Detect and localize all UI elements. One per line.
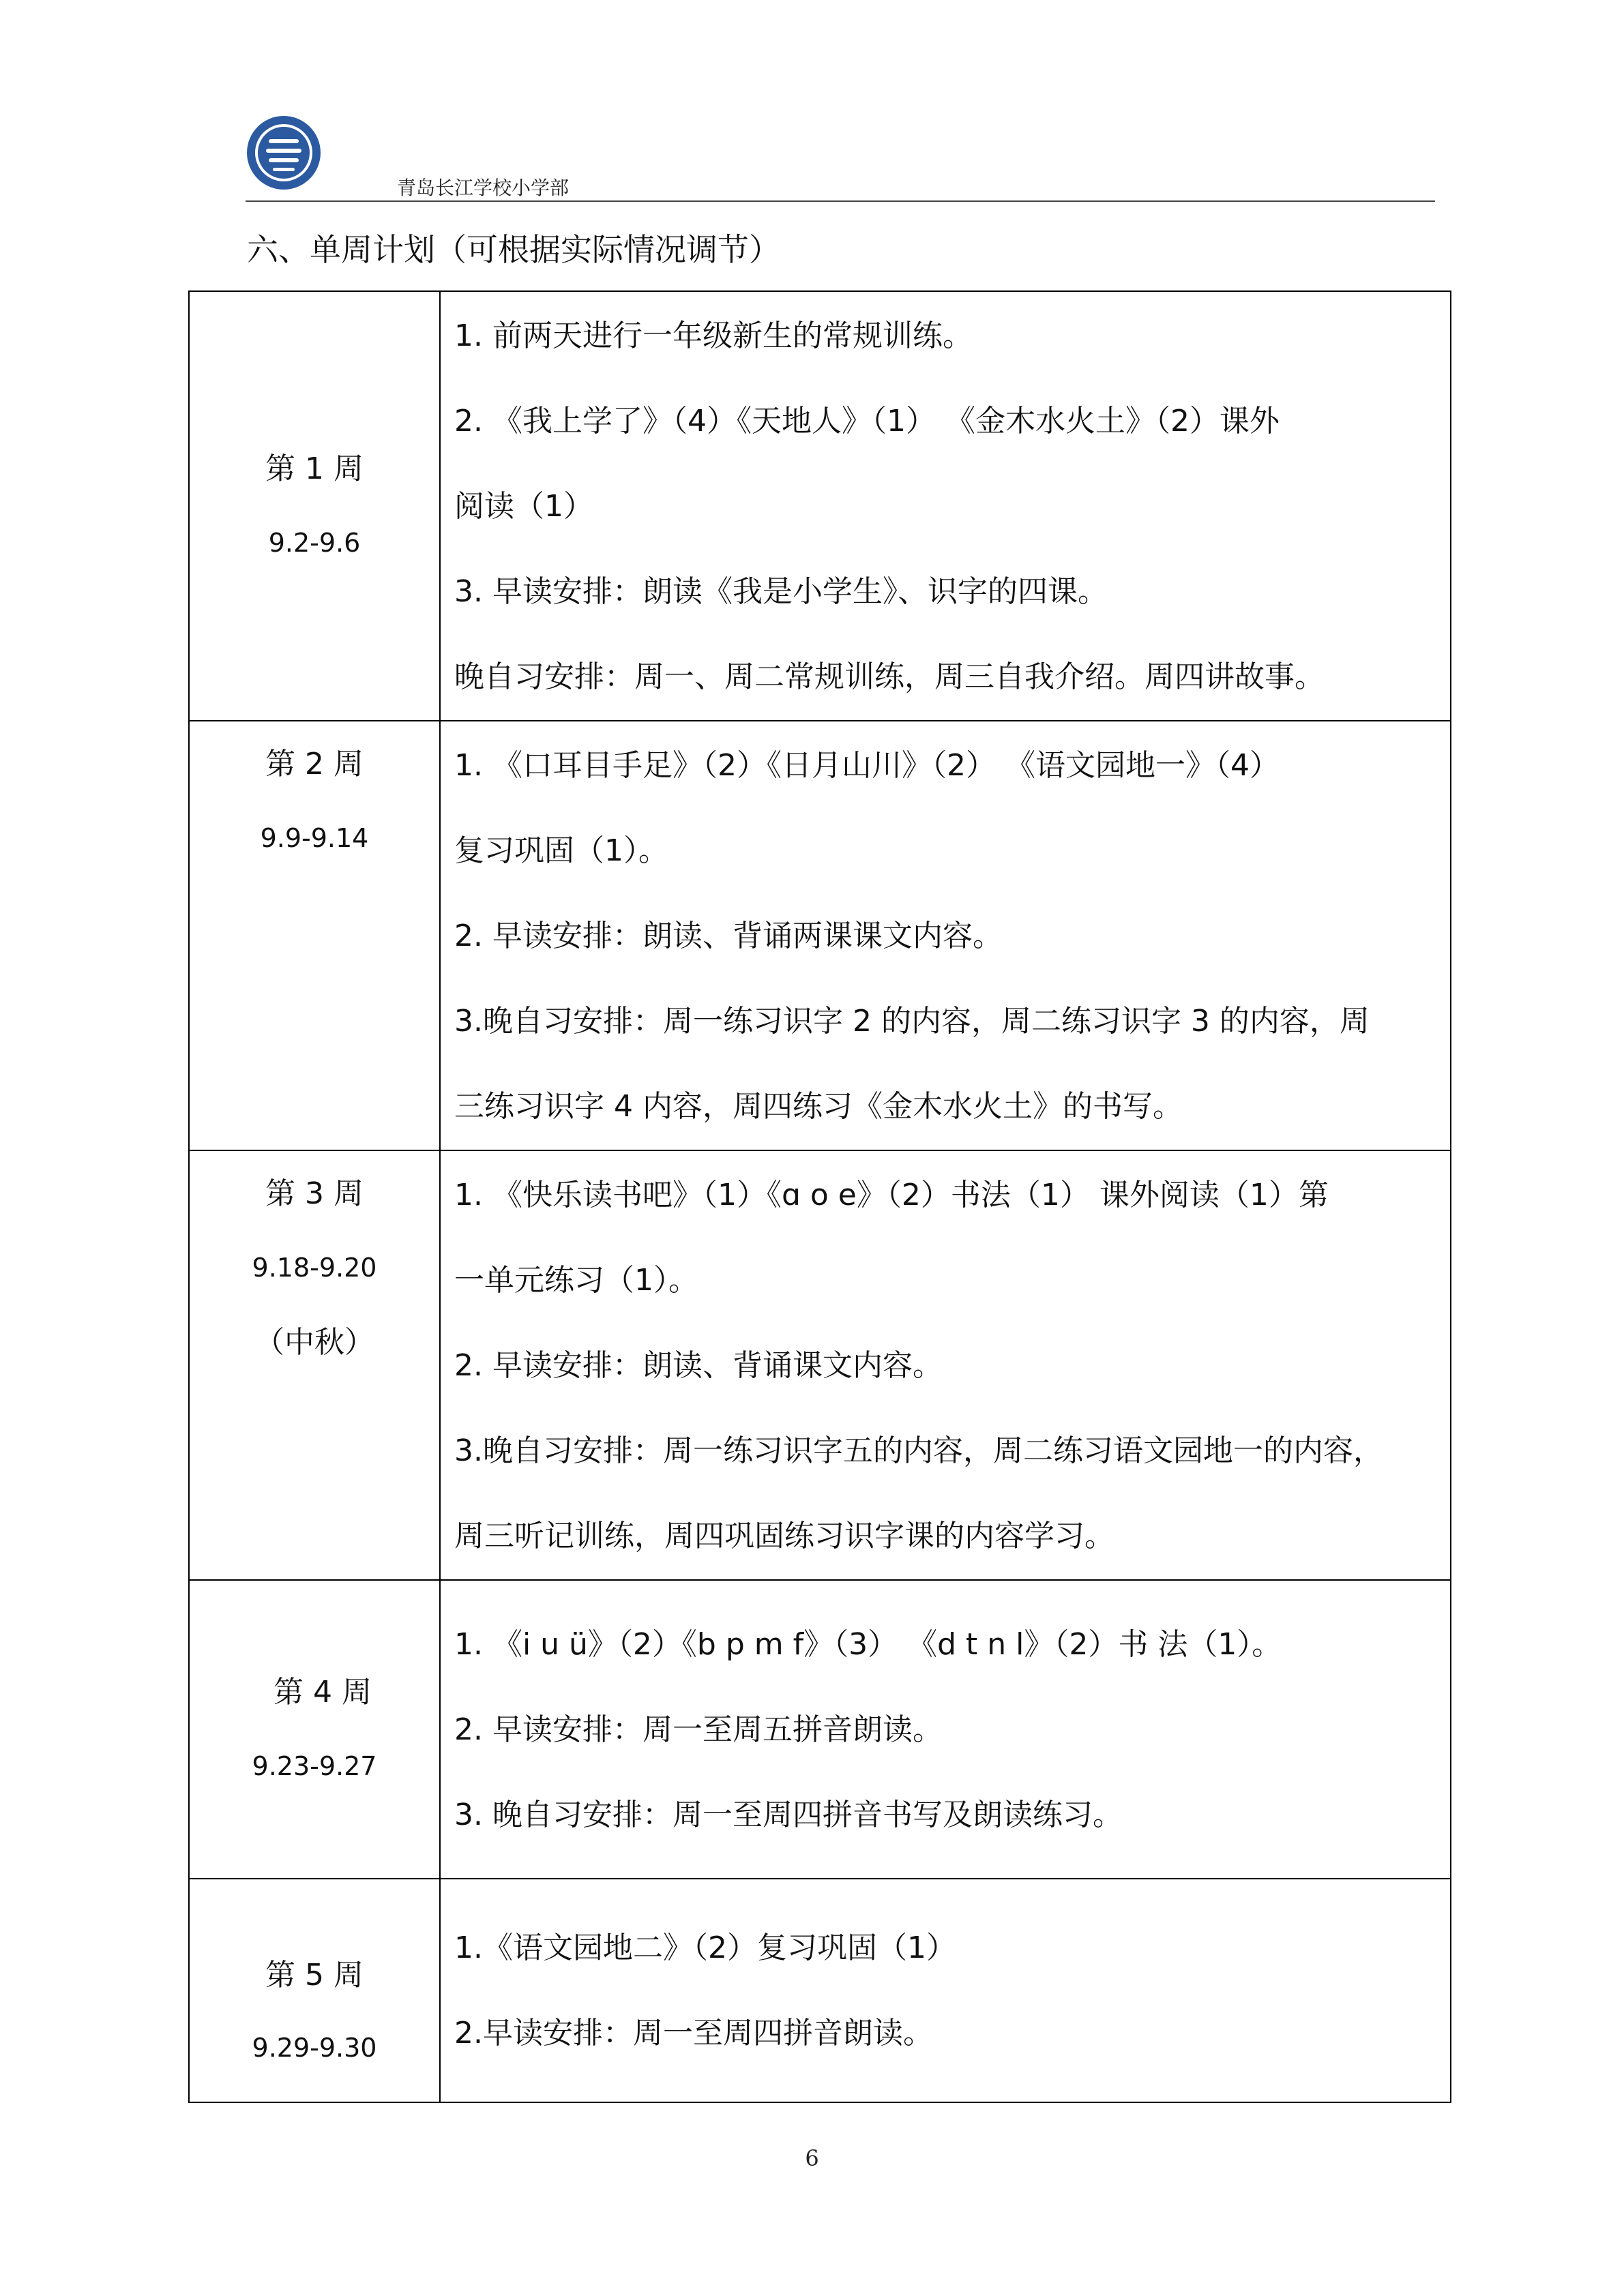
plan-line: 3.晚自习安排：周一练习识字五的内容，周二练习语文园地一的内容， xyxy=(454,1433,1383,1468)
week-label: 第 5 周 xyxy=(265,1958,364,1993)
week-dates: 9.29-9.30 xyxy=(252,2033,377,2063)
page-number: 6 xyxy=(805,2145,819,2171)
section-title: 六、单周计划（可根据实际情况调节） xyxy=(247,231,780,268)
week-cell xyxy=(189,1580,440,1879)
plan-line: 周三听记训练，周四巩固练习识字课的内容学习。 xyxy=(454,1518,1114,1553)
week-content xyxy=(440,291,1451,721)
plan-line: 3. 早读安排：朗读《我是小学生》、识字的四课。 xyxy=(454,573,1108,609)
plan-line: 1. 《口耳目手足》（2）《日月山川》（2） 《语文园地一》（4） xyxy=(454,747,1280,783)
plan-line: 3.晚自习安排：周一练习识字 2 的内容，周二练习识字 3 的内容，周 xyxy=(454,1003,1370,1039)
week-content xyxy=(440,1580,1451,1879)
plan-line: 2. 早读安排：周一至周五拼音朗读。 xyxy=(454,1712,943,1747)
plan-line: 2.早读安排：周一至周四拼音朗读。 xyxy=(454,2016,933,2051)
plan-line: 复习巩固（1）。 xyxy=(454,833,668,868)
plan-line: 3. 晚自习安排：周一至周四拼音书写及朗读练习。 xyxy=(454,1797,1123,1832)
school-name: 青岛长江学校小学部 xyxy=(397,177,570,199)
week-cell xyxy=(189,291,440,721)
week-label: 第 4 周 xyxy=(274,1675,372,1710)
plan-line: 晚自习安排：周一、周二常规训练，周三自我介绍。周四讲故事。 xyxy=(454,659,1325,694)
week-label: 第 2 周 xyxy=(265,747,364,781)
plan-line: 阅读（1） xyxy=(454,488,593,524)
plan-line: 1.《语文园地二》（2）复习巩固（1） xyxy=(454,1930,956,1965)
week-label: 第 3 周 xyxy=(265,1176,364,1211)
school-emblem-icon xyxy=(246,115,322,191)
week-row xyxy=(189,291,1451,721)
plan-line: 2. 早读安排：朗读、背诵两课课文内容。 xyxy=(454,918,1003,953)
plan-line: 1. 前两天进行一年级新生的常规训练。 xyxy=(454,318,973,353)
week-content xyxy=(440,1879,1451,2102)
week-cell xyxy=(189,1150,440,1580)
week-row xyxy=(189,1879,1451,2102)
header-divider xyxy=(246,200,1435,202)
weekly-plan-table xyxy=(188,290,1451,2103)
week-note: （中秋） xyxy=(254,1325,374,1360)
week-cell xyxy=(189,1879,440,2102)
week-row xyxy=(189,721,1451,1150)
week-dates: 9.2-9.6 xyxy=(268,528,361,558)
week-dates: 9.9-9.14 xyxy=(260,823,369,853)
week-row xyxy=(189,1580,1451,1879)
week-content xyxy=(440,721,1451,1150)
plan-line: 2. 早读安排：朗读、背诵课文内容。 xyxy=(454,1347,943,1383)
plan-line: 三练习识字 4 内容，周四练习《金木水火土》的书写。 xyxy=(454,1088,1183,1124)
page-header xyxy=(246,115,1435,203)
plan-line: 1. 《i u ü》（2）《b p m f》（3） 《d t n l》（2）书 法（1）。 xyxy=(454,1626,1282,1662)
plan-line: 1. 《快乐读书吧》（1）《ɑ o e》（2）书法（1） 课外阅读（1）第 xyxy=(454,1177,1329,1212)
week-dates: 9.18-9.20 xyxy=(252,1253,377,1283)
week-content xyxy=(440,1150,1451,1580)
week-label: 第 1 周 xyxy=(265,451,364,486)
week-row xyxy=(189,1150,1451,1580)
plan-line: 2. 《我上学了》（4）《天地人》（1） 《金木水火土》（2）课外 xyxy=(454,403,1280,438)
week-cell xyxy=(189,721,440,1150)
week-dates: 9.23-9.27 xyxy=(252,1751,377,1781)
plan-line: 一单元练习（1）。 xyxy=(454,1262,698,1298)
